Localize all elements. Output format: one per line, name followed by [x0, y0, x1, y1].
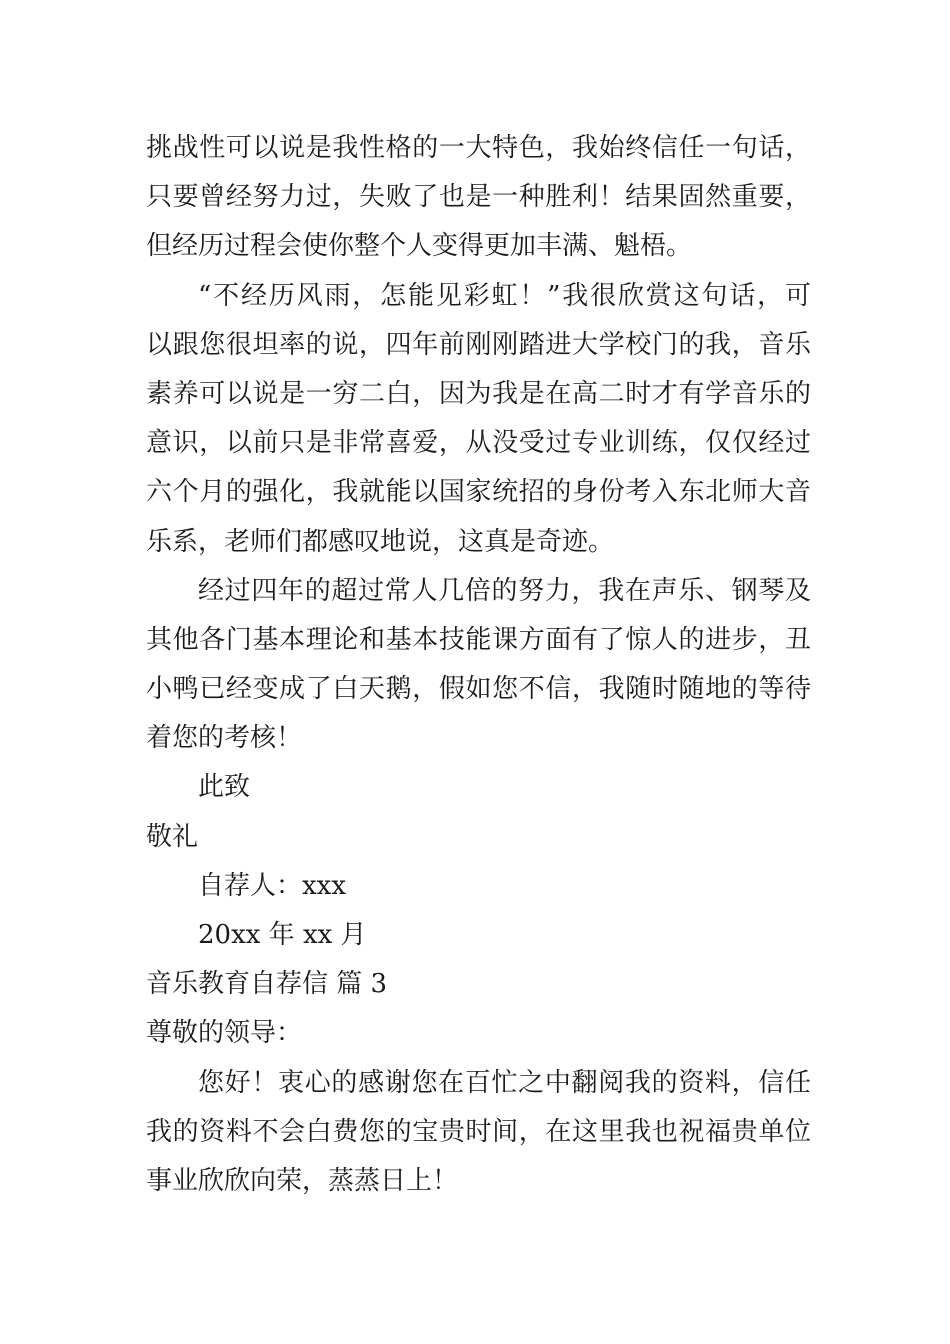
text-line: 六个月的强化，我就能以国家统招的身份考入东北师大音 — [146, 477, 811, 508]
text-line: 以跟您很坦率的说，四年前刚刚踏进大学校门的我，音乐 — [146, 329, 811, 360]
text-line: 其他各门基本理论和基本技能课方面有了惊人的进步，丑 — [146, 624, 811, 655]
text-line: 事业欣欣向荣，蒸蒸日上！ — [146, 1165, 459, 1196]
text-line: 您好！衷心的感谢您在百忙之中翻阅我的资料，信任 — [198, 1067, 811, 1098]
salutation-closing: 敬礼 — [146, 821, 199, 852]
text-line: 乐系，老师们都感叹地说，这真是奇迹。 — [146, 526, 615, 557]
text-line: 挑战性可以说是我性格的一大特色，我始终信任一句话， — [146, 133, 811, 163]
text-line: 素养可以说是一穷二白，因为我是在高二时才有学音乐的 — [146, 378, 811, 409]
text-line: 只要曾经努力过，失败了也是一种胜利！结果固然重要， — [146, 182, 811, 213]
text-line: “不经历风雨，怎能见彩虹！”我很欣赏这句话，可 — [198, 280, 811, 311]
text-line: 小鸭已经变成了白天鹅，假如您不信，我随时随地的等待 — [146, 674, 811, 705]
text-line: 经过四年的超过常人几倍的努力，我在声乐、钢琴及 — [198, 575, 811, 606]
section-title: 音乐教育自荐信 篇 3 — [146, 969, 388, 1000]
salutation: 尊敬的领导： — [146, 1018, 303, 1049]
text-line: 意识，以前只是非常喜爱，从没受过专业训练，仅仅经过 — [146, 428, 811, 459]
text-line: 我的资料不会白费您的宝贵时间，在这里我也祝福贵单位 — [146, 1116, 811, 1147]
text-line: 着您的考核！ — [146, 723, 303, 754]
date-line: 20xx 年 xx 月 — [198, 920, 367, 950]
text-line: 但经历过程会使你整个人变得更加丰满、魁梧。 — [146, 231, 693, 262]
letter-body — [146, 124, 811, 1206]
signature-line: 自荐人：xxx — [198, 870, 346, 901]
closing-phrase: 此致 — [198, 772, 251, 803]
